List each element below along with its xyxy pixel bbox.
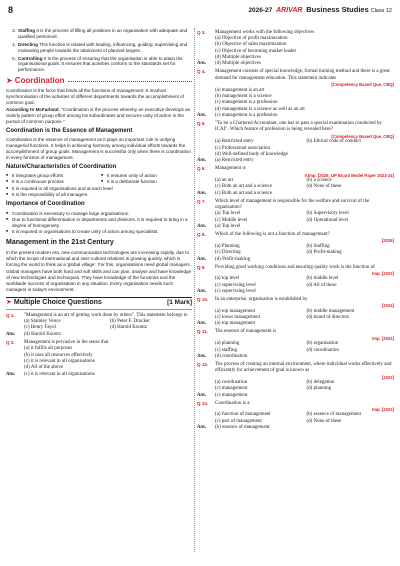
question-text: Which level of management is responsible for the welfare and survival of the organisation? xyxy=(215,198,370,210)
option: (a) Top level xyxy=(215,211,241,217)
question-text: Providing good working conditions and ensuring quality work is the function of xyxy=(215,264,375,270)
question xyxy=(197,297,394,303)
option: (c) Directing xyxy=(215,250,241,256)
option: (d) Multiple objectives xyxy=(215,55,261,61)
option: (c) part of management xyxy=(215,418,262,424)
question-block xyxy=(197,362,394,399)
answer-label: Ans. xyxy=(197,190,207,196)
answer-text: (b) essence of management xyxy=(215,425,270,431)
question-block xyxy=(197,69,394,119)
answer-label: Ans. xyxy=(197,61,207,67)
intro-item xyxy=(6,42,192,54)
options xyxy=(215,139,394,158)
question-block xyxy=(6,340,192,378)
answer xyxy=(197,321,394,327)
options xyxy=(215,244,394,257)
left-column xyxy=(6,28,192,379)
option: (b) middle management xyxy=(306,308,355,314)
coordination-definition: Coordination is the force that binds all the functions of management. It involves synchronisation of the activities of different departments towards the accomplishment of common goal. xyxy=(6,88,184,106)
option: (c) supervising level xyxy=(215,282,256,288)
options xyxy=(215,211,394,224)
answer-text: (d) coordination xyxy=(215,353,248,359)
question xyxy=(197,232,394,238)
question-number: Q 10. xyxy=(197,296,209,302)
item-term: Directing xyxy=(18,41,38,47)
answer-text: (a) top management xyxy=(215,321,255,327)
option: (a) Restricted entry xyxy=(215,139,254,145)
essence-heading: Coordination is the Essence of Management xyxy=(6,128,133,135)
option: (d) Well-defined body of knowledge xyxy=(215,151,288,157)
question-block xyxy=(197,329,394,360)
option: (c) Professional association xyxy=(215,145,270,151)
question-tag: Imp. [2023] xyxy=(372,270,394,276)
option: (b) essence of management xyxy=(306,412,362,418)
page-header xyxy=(0,0,400,22)
question-text: Management is pervasive in the sense that xyxy=(24,339,109,345)
option: (c) lower management xyxy=(215,315,260,321)
intro-item xyxy=(6,56,192,74)
answer xyxy=(197,61,394,67)
intro-list xyxy=(6,28,192,73)
options xyxy=(215,178,394,191)
question-block xyxy=(197,166,394,197)
option: (d) planning xyxy=(306,386,332,392)
subject-title: Business Studies xyxy=(306,5,369,14)
question-tag: Imp. [2022] xyxy=(372,335,394,341)
option: (c) it is relevant in all organisations xyxy=(24,358,95,364)
question-number: Q 8. xyxy=(197,232,206,238)
answer xyxy=(197,354,394,360)
coordination-heading-text: Coordination xyxy=(14,76,65,86)
question-text: Management is xyxy=(215,166,246,172)
answer xyxy=(197,224,394,230)
item-text xyxy=(18,28,192,40)
option: (c) Objective of becoming market leader xyxy=(215,48,297,54)
heading-rule xyxy=(68,81,192,82)
header-title xyxy=(248,5,392,14)
option: (d) management is a science as well as an art xyxy=(215,106,305,112)
question xyxy=(197,401,394,407)
question-tag: V.Imp. [2026; UP Board Model Paper 2023-24] xyxy=(304,172,394,178)
nature-item: ■ It ensures unity of action xyxy=(101,173,192,179)
option: (b) Objective of sales maximisation xyxy=(215,42,287,48)
century-text-2: Global managers have both hard and soft skills and can plan, analyse and have knowledge of new technologies and techniques. They have knowledge of the functions and the worldwide success of organisation in any situation. Every organisation needs such managers in today's environment. xyxy=(6,269,192,292)
importance-heading: Importance of Coordination xyxy=(6,201,85,208)
question-tag: [Competency Based Que, CBQ] xyxy=(331,82,394,88)
option: (b) management is a science xyxy=(215,93,272,99)
century-text-1: In the present modern era, new communication technologies are increasing rapidly, due to which the scope of international and inter-cultural relations is growing quickly, which is forcing the world to think as a 'global village'. For this, organisations need global managers. xyxy=(6,250,192,267)
question-text: In an enterprise, organisation is established by xyxy=(215,296,308,302)
edition-label: 2026-27 xyxy=(248,7,273,14)
question-block xyxy=(197,199,394,231)
question-block xyxy=(197,265,394,296)
question-tag: [2022] xyxy=(381,374,394,380)
question xyxy=(197,121,394,134)
options xyxy=(215,380,394,393)
question xyxy=(197,69,394,82)
option: (a) Stainley Vence xyxy=(24,319,61,325)
question-text: "To be a Chartered Accountant, one has to pass a special examination conducted by ICAI". Which feature of profession is being revealed here? xyxy=(215,120,382,133)
answer xyxy=(6,372,192,378)
arrow-icon: ➤ xyxy=(6,298,12,306)
question-number: Q 13. xyxy=(197,400,209,406)
item-description: It is the process of ensuring that the organisation is able to attain the organisational goals. It ensures that activities conform to the standards set for performance. xyxy=(18,55,183,73)
question xyxy=(197,362,394,375)
options xyxy=(215,309,394,322)
nature-item: ■ It integrates group efforts xyxy=(6,173,97,179)
option: (a) planning xyxy=(215,341,240,347)
option: (d) All of these xyxy=(306,282,337,288)
answer-label: Ans. xyxy=(197,321,207,327)
option: (a) an art xyxy=(215,177,234,183)
item-number: 3. xyxy=(12,28,16,33)
option: (b) it uses all resources effectively xyxy=(24,352,93,358)
answer-text: (c) Both an art and a science xyxy=(215,190,272,196)
nature-item: ■ It is the responsibility of all managers. xyxy=(6,192,192,198)
answer-text: (d) Multiple objectives xyxy=(215,61,261,67)
answer-text: (a) Top level xyxy=(215,224,241,230)
option: (a) management is an art xyxy=(215,87,265,93)
option: (c) Both an art and a science xyxy=(215,184,272,190)
option: (d) Profit-making xyxy=(306,250,342,256)
item-text xyxy=(18,42,192,54)
item-term: Staffing xyxy=(18,28,36,33)
option: (d) Harold Koontz xyxy=(110,325,147,331)
option: (b) Peter F. Drucker xyxy=(110,319,150,325)
option: (d) board of directors xyxy=(306,315,350,321)
item-number: 5. xyxy=(12,55,16,61)
answer xyxy=(197,191,394,197)
mcfarland-text: , "Coordination is the process whereby an executive develops an orderly pattern of group effort among his subordinates and secures unity of action in the pursuit of common purpose." xyxy=(6,107,191,125)
option: (a) Planning xyxy=(215,243,240,249)
option: (d) All of the above xyxy=(24,365,64,371)
answer-label: Ans. xyxy=(197,289,207,295)
option: (d) None of these xyxy=(306,418,342,424)
question-number: Q 5. xyxy=(197,120,206,126)
question xyxy=(197,265,394,271)
options xyxy=(24,346,192,372)
nature-item: ■ It is required in all organisations and at each level xyxy=(6,186,192,192)
option: (b) Ethical code of conduct xyxy=(306,139,361,145)
question xyxy=(197,166,394,172)
nature-heading: Nature/Characteristics of Coordination xyxy=(6,163,117,170)
importance-list xyxy=(6,211,192,236)
question-block xyxy=(197,297,394,328)
answer-label: Ans. xyxy=(197,425,207,431)
option: (a) coordination xyxy=(215,379,248,385)
option: (a) it fulfils all purposes xyxy=(24,346,73,352)
options xyxy=(215,276,394,289)
question-number: Q 12. xyxy=(197,361,209,367)
answer-label: Ans. xyxy=(6,371,16,377)
nature-list xyxy=(6,173,192,199)
brand-logo: ARIVAR xyxy=(276,7,303,14)
question-text: Management works with the following objectives xyxy=(215,29,315,35)
question-number: Q 3. xyxy=(197,29,206,35)
answer-text: (c) supervising level xyxy=(215,289,256,295)
question-tag: Imp. [2023] xyxy=(372,407,394,413)
options xyxy=(215,88,394,114)
importance-item: ■ It is required in organisations to create unity of action among specialists. xyxy=(6,229,192,235)
question xyxy=(197,329,394,335)
answer xyxy=(197,393,394,399)
option: (a) top level xyxy=(215,276,240,282)
answer xyxy=(197,257,394,263)
nature-item: ■ It is a deliberate function xyxy=(101,179,192,185)
answer-label: Ans. xyxy=(197,158,207,164)
mcq-heading xyxy=(6,297,192,310)
nature-item: ■ It is a continuous process xyxy=(6,179,97,185)
answer-text: (d) Harold Koontz xyxy=(24,331,61,337)
answer xyxy=(6,332,192,338)
options xyxy=(215,36,394,62)
column-divider xyxy=(194,28,195,552)
option: (d) None of these xyxy=(306,184,342,190)
answer-label: Ans. xyxy=(6,331,16,337)
question-tag: [Competency Based Que, CBQ] xyxy=(331,133,394,139)
option: (d) Operational level xyxy=(306,217,349,223)
mcfarland-quote xyxy=(6,107,192,125)
question-text: The essence of management is xyxy=(215,329,277,335)
item-description: This function is related with leading, influencing, guiding, supervising and motivating people towards the attainment of planned targets. xyxy=(18,41,188,53)
option: (c) Middle level xyxy=(215,217,248,223)
option: (c) management xyxy=(215,386,248,392)
option: (b) Supervisory level xyxy=(306,211,349,217)
right-column xyxy=(197,28,394,433)
option: (b) delegation xyxy=(306,379,335,385)
answer-text: (c) management is a profession xyxy=(215,113,278,119)
answer-text: (c) it is relevant in all organisations xyxy=(24,371,95,377)
option: (c) management is a profession xyxy=(215,100,278,106)
option: (d) coordination xyxy=(306,347,339,353)
question-number: Q 9. xyxy=(197,264,206,270)
arrow-icon: ➤ xyxy=(6,76,13,86)
item-description: It is the process of filling all positions in an organisation with adequate and qualified personnel. xyxy=(18,28,188,39)
option: (b) a science xyxy=(306,177,332,183)
option: (a) function of management xyxy=(215,412,271,418)
option: (c) Henry Fayol xyxy=(24,325,56,331)
question-block xyxy=(197,401,394,432)
answer-label: Ans. xyxy=(197,113,207,119)
question-text: The process of creating an internal environment, where individual works effectively and efficiently for achievement of goal is known as xyxy=(215,361,392,374)
answer xyxy=(197,113,394,119)
mcq-marks: [1 Mark] xyxy=(167,299,192,307)
item-text xyxy=(18,56,192,74)
importance-item: ■ Coordination is necessary to manage large organisations. xyxy=(6,211,192,217)
question-block xyxy=(197,121,394,165)
class-label: Class 12 xyxy=(370,8,392,14)
question xyxy=(197,199,394,212)
left-questions xyxy=(6,313,192,378)
option: (b) organisation xyxy=(306,341,339,347)
answer xyxy=(197,158,394,164)
question-block xyxy=(197,232,394,263)
essence-text: Coordination is the essence of management as it plays an important role in unifying managerial functions. It helps in achieving harmony among individual efforts towards the accomplishment of group goals. Management is successful only when there is coordination in every function of management. xyxy=(6,137,191,160)
question-text: Coordination is a xyxy=(215,400,250,406)
options xyxy=(215,412,394,425)
options xyxy=(215,341,394,354)
answer-label: Ans. xyxy=(197,224,207,230)
question-number: Q 4. xyxy=(197,69,206,75)
question-number: Q 7. xyxy=(197,198,206,204)
question-number: Q 6. xyxy=(197,166,206,172)
question-text: "Management is an art of getting work done by others". This statement belongs to xyxy=(24,312,188,318)
mcfarland-label: According to McFarland xyxy=(6,107,59,113)
question xyxy=(197,30,394,36)
answer-label: Ans. xyxy=(197,392,207,398)
question-block xyxy=(197,30,394,68)
question-tag: [2024] xyxy=(381,303,394,309)
answer-label: Ans. xyxy=(197,256,207,262)
question-number: Q 11. xyxy=(197,329,208,335)
century-heading: Management in the 21st Century xyxy=(6,239,114,247)
importance-item: ■ Due to functional differentiation in departments and divisions, it is required to bring in a degree of homogeneity. xyxy=(6,217,192,229)
coordination-heading xyxy=(6,76,192,86)
option: (a) top management xyxy=(215,308,255,314)
item-number: 4. xyxy=(12,41,16,47)
question-text: Which of the following is not a function of management? xyxy=(215,232,330,238)
question-number: Q 2. xyxy=(6,339,15,345)
question-tag: [2026] xyxy=(381,238,394,244)
option: (b) middle level xyxy=(306,276,339,282)
mcq-heading-text: Multiple Choice Questions xyxy=(13,298,102,306)
option: (c) staffing xyxy=(215,347,237,353)
question-text: Management consists of special knowledge, formal training method and there is a great demand for management education. This statement indicates xyxy=(215,69,390,81)
options xyxy=(24,319,192,332)
answer-label: Ans. xyxy=(197,353,207,359)
page-number: 8 xyxy=(8,5,14,15)
option: (b) Staffing xyxy=(306,243,330,249)
answer xyxy=(197,289,394,295)
answer-text: (c) management xyxy=(215,392,248,398)
answer-text: (d) Profit-making xyxy=(215,256,251,262)
question-block xyxy=(6,313,192,339)
answer xyxy=(197,425,394,431)
answer-text: (a) Restricted entry xyxy=(215,158,254,164)
intro-item xyxy=(6,28,192,40)
question-number: Q 1. xyxy=(6,312,15,318)
item-term: Controlling xyxy=(18,55,43,61)
option: (a) Objective of profit maximisation xyxy=(215,35,288,41)
